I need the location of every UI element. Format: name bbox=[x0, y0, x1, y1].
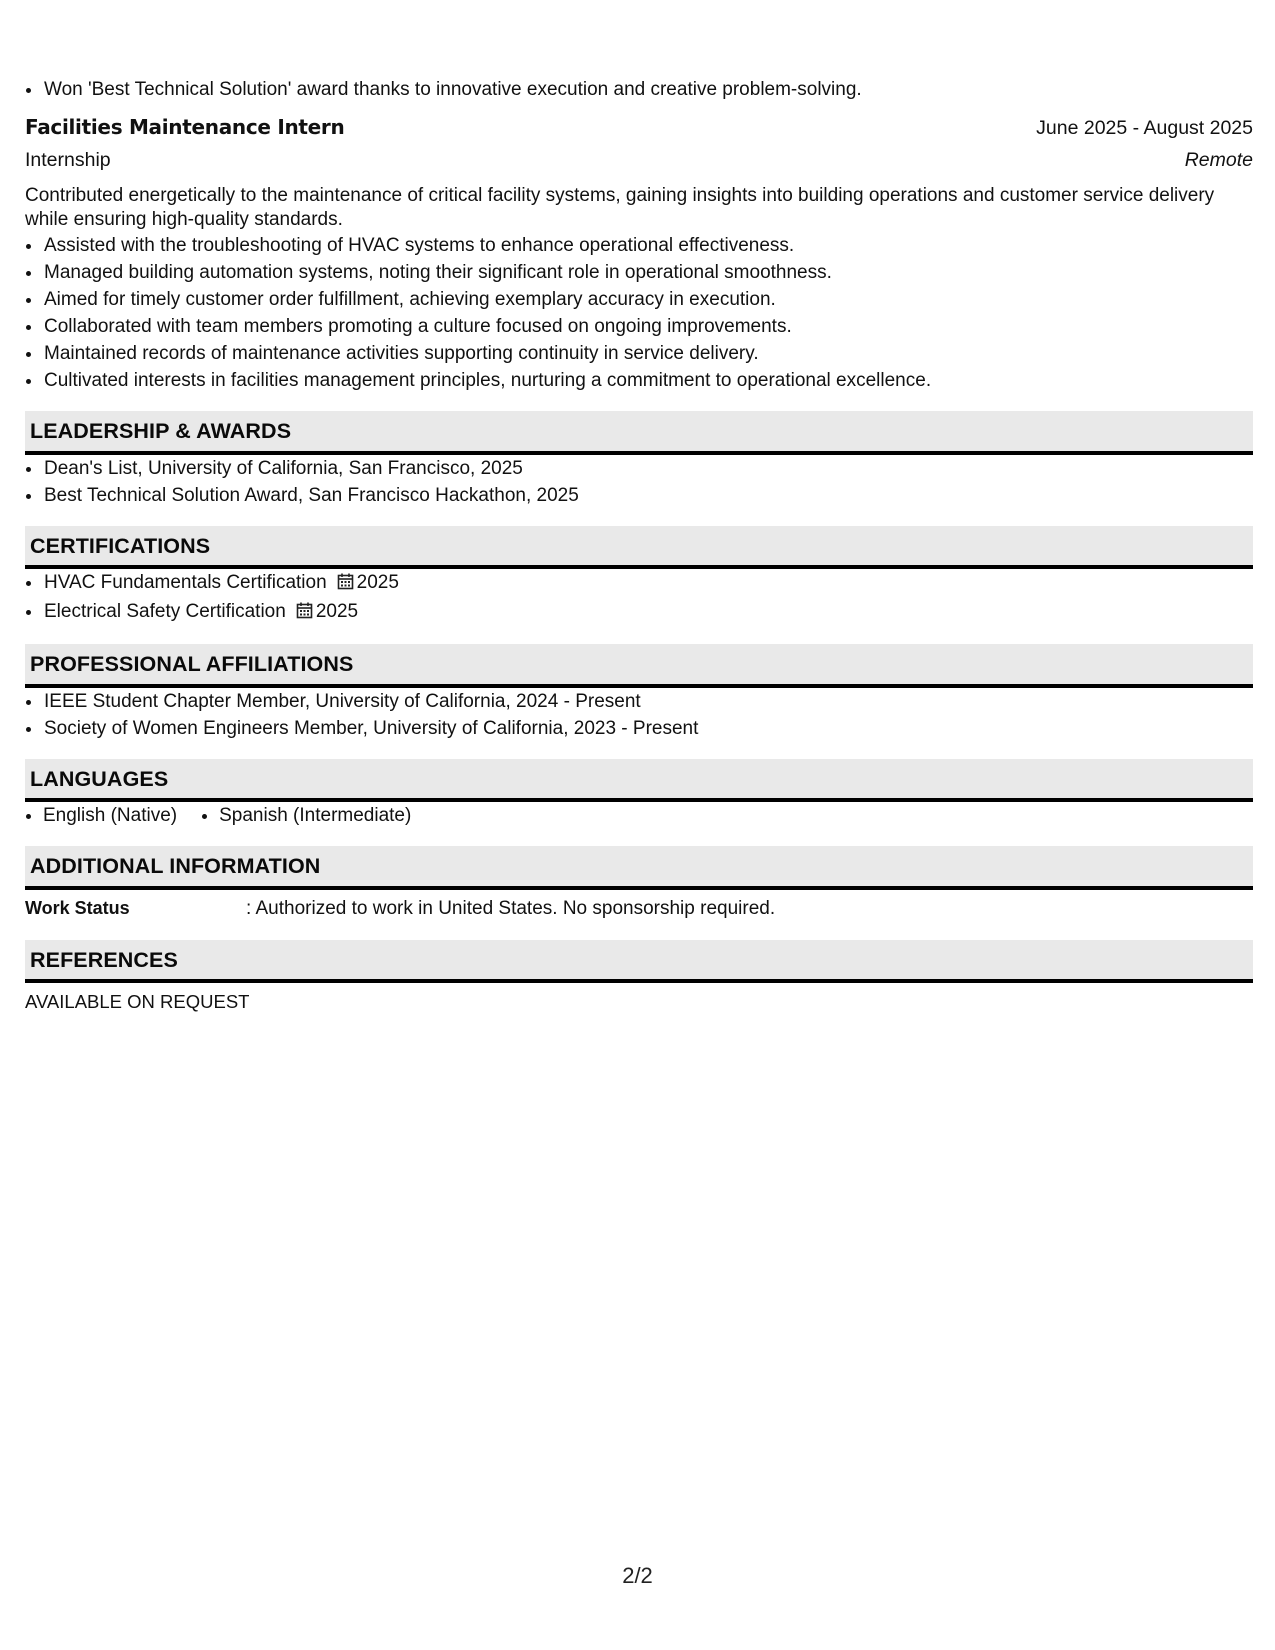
job-title: Facilities Maintenance Intern bbox=[25, 115, 345, 139]
certification-name: HVAC Fundamentals Certification bbox=[44, 572, 327, 594]
page-number: 2/2 bbox=[622, 1563, 653, 1588]
certification-year: 2025 bbox=[315, 601, 359, 623]
affiliations-section bbox=[25, 644, 1253, 742]
job-subheader bbox=[25, 147, 1253, 175]
job-bullets bbox=[25, 232, 1253, 394]
job-description: Contributed energetically to the maintenance of critical facility systems, gaining insights into building operations and customer service delivery while ensuring high-quality standards. bbox=[25, 185, 1215, 231]
section-heading: LEADERSHIP & AWARDS bbox=[25, 411, 1253, 455]
job-type: Internship bbox=[25, 148, 111, 171]
job-location: Remote bbox=[1184, 148, 1253, 171]
list-item: • Dean's List, University of California, San Francisco, 2025 bbox=[43, 455, 1253, 482]
certification-item bbox=[43, 598, 1253, 627]
job-entry bbox=[25, 113, 1253, 394]
list-item: • Assisted with the troubleshooting of HVAC systems to enhance operational effectiveness. bbox=[43, 232, 1253, 259]
list-item: • Maintained records of maintenance activities supporting continuity in service delivery. bbox=[43, 340, 1253, 367]
list-item: • Best Technical Solution Award, San Francisco Hackathon, 2025 bbox=[43, 482, 1253, 509]
certifications-list bbox=[25, 569, 1253, 627]
list-item: • Cultivated interests in facilities management principles, nurturing a commitment to operational excellence. bbox=[43, 367, 1253, 394]
list-item: • Won 'Best Technical Solution' award thanks to innovative execution and creative problem-solving. bbox=[43, 76, 1253, 103]
resume-page bbox=[25, 76, 1253, 1016]
list-item: • Managed building automation systems, noting their significant role in operational smoothness. bbox=[43, 259, 1253, 286]
languages-section bbox=[25, 759, 1253, 830]
previous-section-bullets bbox=[25, 76, 1253, 103]
additional-info-section bbox=[25, 846, 1253, 922]
certifications-section bbox=[25, 526, 1253, 628]
list-item: • IEEE Student Chapter Member, University of California, 2024 - Present bbox=[43, 688, 1253, 715]
certification-name: Electrical Safety Certification bbox=[44, 601, 286, 623]
leadership-section bbox=[25, 411, 1253, 509]
list-item: • Aimed for timely customer order fulfillment, achieving exemplary accuracy in execution. bbox=[43, 286, 1253, 313]
section-heading: ADDITIONAL INFORMATION bbox=[25, 846, 1253, 890]
work-status-row bbox=[25, 896, 1253, 923]
work-status-label: Work Status bbox=[25, 897, 130, 918]
section-heading: PROFESSIONAL AFFILIATIONS bbox=[25, 644, 1253, 688]
list-item: • Collaborated with team members promoting a culture focused on ongoing improvements. bbox=[43, 313, 1253, 340]
language-item: • Spanish (Intermediate) bbox=[219, 802, 411, 829]
list-item: • Society of Women Engineers Member, University of California, 2023 - Present bbox=[43, 715, 1253, 742]
section-heading: REFERENCES bbox=[25, 940, 1253, 984]
affiliations-list bbox=[25, 688, 1253, 742]
references-section bbox=[25, 940, 1253, 1016]
section-heading: CERTIFICATIONS bbox=[25, 526, 1253, 570]
calendar-icon bbox=[296, 600, 313, 627]
leadership-list bbox=[25, 455, 1253, 509]
job-dates: June 2025 - August 2025 bbox=[1036, 117, 1253, 139]
references-text: AVAILABLE ON REQUEST bbox=[25, 991, 250, 1013]
calendar-icon bbox=[337, 571, 354, 598]
job-header bbox=[25, 113, 1253, 143]
certification-item bbox=[43, 569, 1253, 598]
language-item: • English (Native) bbox=[43, 802, 177, 829]
section-heading: LANGUAGES bbox=[25, 759, 1253, 803]
certification-year: 2025 bbox=[356, 572, 399, 594]
languages-list bbox=[25, 802, 1253, 829]
work-status-value: : Authorized to work in United States. No sponsorship required. bbox=[246, 897, 776, 919]
